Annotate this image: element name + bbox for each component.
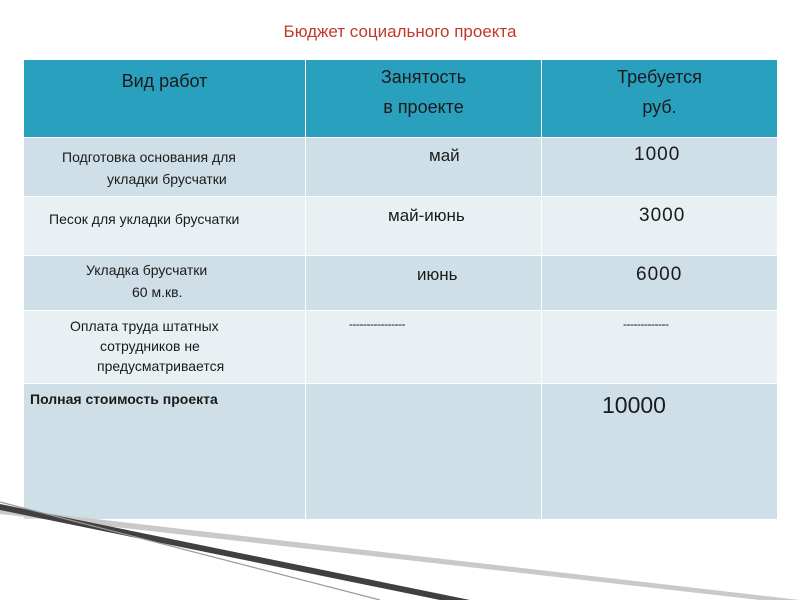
header-employment-line-2: в проекте <box>383 97 464 117</box>
budget-table <box>23 59 778 520</box>
table-row <box>24 197 778 256</box>
header-cell-employment <box>306 60 542 138</box>
work-line: Подготовка основания для <box>62 149 236 165</box>
when-cell <box>306 256 542 311</box>
header-cell-work <box>24 60 306 138</box>
cost-cell <box>542 138 778 197</box>
header-cost-line-2: руб. <box>642 97 677 117</box>
work-cell <box>24 197 306 256</box>
header-work-label: Вид работ <box>121 71 208 91</box>
work-line: 60 м.кв. <box>132 284 183 300</box>
header-cost-line-1: Требуется <box>617 67 702 87</box>
header-cell-cost <box>542 60 778 138</box>
work-line: сотрудников не <box>100 338 200 354</box>
header-employment-line-1: Занятость <box>380 67 467 87</box>
when-value: июнь <box>417 265 458 284</box>
cost-value: 1000 <box>634 144 681 165</box>
work-line: Укладка брусчатки <box>86 262 208 278</box>
page-title: Бюджет социального проекта <box>283 22 517 41</box>
work-line: укладки брусчатки <box>107 171 227 187</box>
cost-cell <box>542 311 778 384</box>
placeholder-dashes: ---------------- <box>349 317 405 331</box>
when-value: май-июнь <box>388 206 465 225</box>
cost-cell <box>542 197 778 256</box>
total-empty-cell <box>306 384 542 520</box>
when-cell <box>306 197 542 256</box>
work-line: Оплата труда штатных <box>70 318 219 334</box>
total-value: 10000 <box>602 392 666 418</box>
work-cell <box>24 138 306 197</box>
when-cell <box>306 138 542 197</box>
when-value: май <box>429 146 460 165</box>
table-row <box>24 311 778 384</box>
work-line: Песок для укладки брусчатки <box>49 211 240 227</box>
cost-value: 3000 <box>639 205 686 226</box>
work-cell <box>24 256 306 311</box>
work-line: предусматривается <box>97 358 225 374</box>
cost-value: 6000 <box>636 264 683 285</box>
total-label: Полная стоимость проекта <box>30 391 218 407</box>
table-total-row <box>24 384 778 520</box>
work-cell <box>24 311 306 384</box>
cost-cell <box>542 256 778 311</box>
total-value-cell <box>542 384 778 520</box>
table-row <box>24 256 778 311</box>
when-cell <box>306 311 542 384</box>
placeholder-dashes: ------------- <box>623 317 669 331</box>
table-header-row <box>24 60 778 138</box>
table-row <box>24 138 778 197</box>
total-label-cell <box>24 384 306 520</box>
